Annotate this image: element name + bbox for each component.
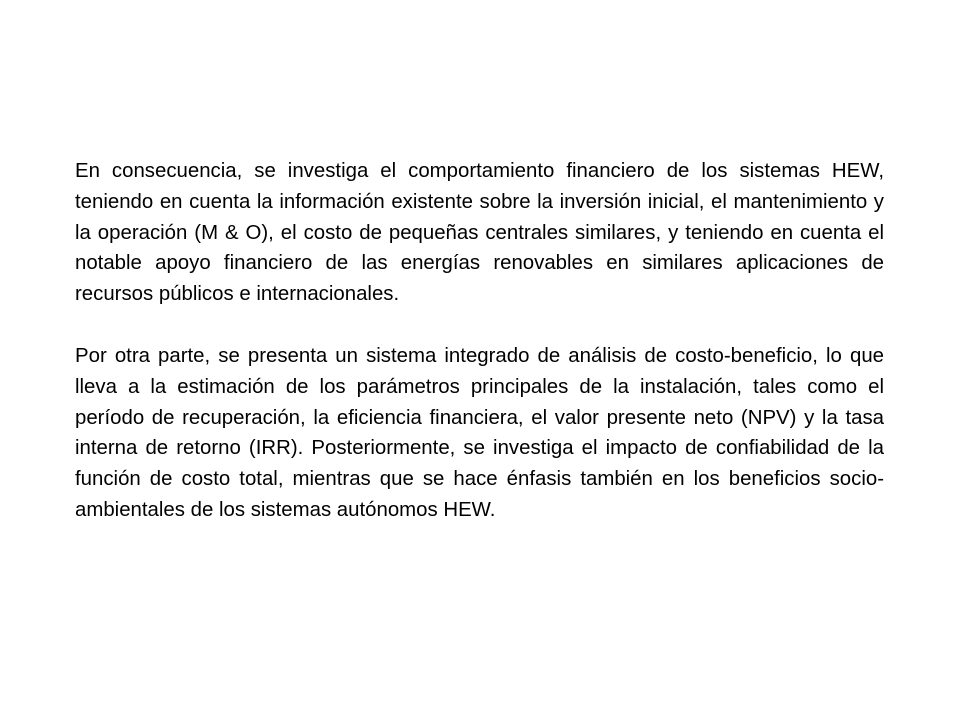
body-text [75,156,884,526]
paragraph-2: Por otra parte, se presenta un sistema integrado de análisis de costo-beneficio, lo que lleva a la estimación de los parámetros principales de la instalación, tales como el período de recuperación, la eficiencia financiera, el valor presente neto (NPV) y la tasa interna de retorno (IRR). Posteriormente, se investiga el impacto de confiabilidad de la función de costo total, mientras que se hace énfasis también en los beneficios socio-ambientales de los sistemas autónomos HEW. [75,344,884,521]
paragraph-1: En consecuencia, se investiga el comportamiento financiero de los sistemas HEW, teniendo en cuenta la información existente sobre la inversión inicial, el mantenimiento y la operación (M & O), el costo de pequeñas centrales similares, y teniendo en cuenta el notable apoyo financiero de las energías renovables en similares aplicaciones de recursos públicos e internacionales. [75,160,884,306]
